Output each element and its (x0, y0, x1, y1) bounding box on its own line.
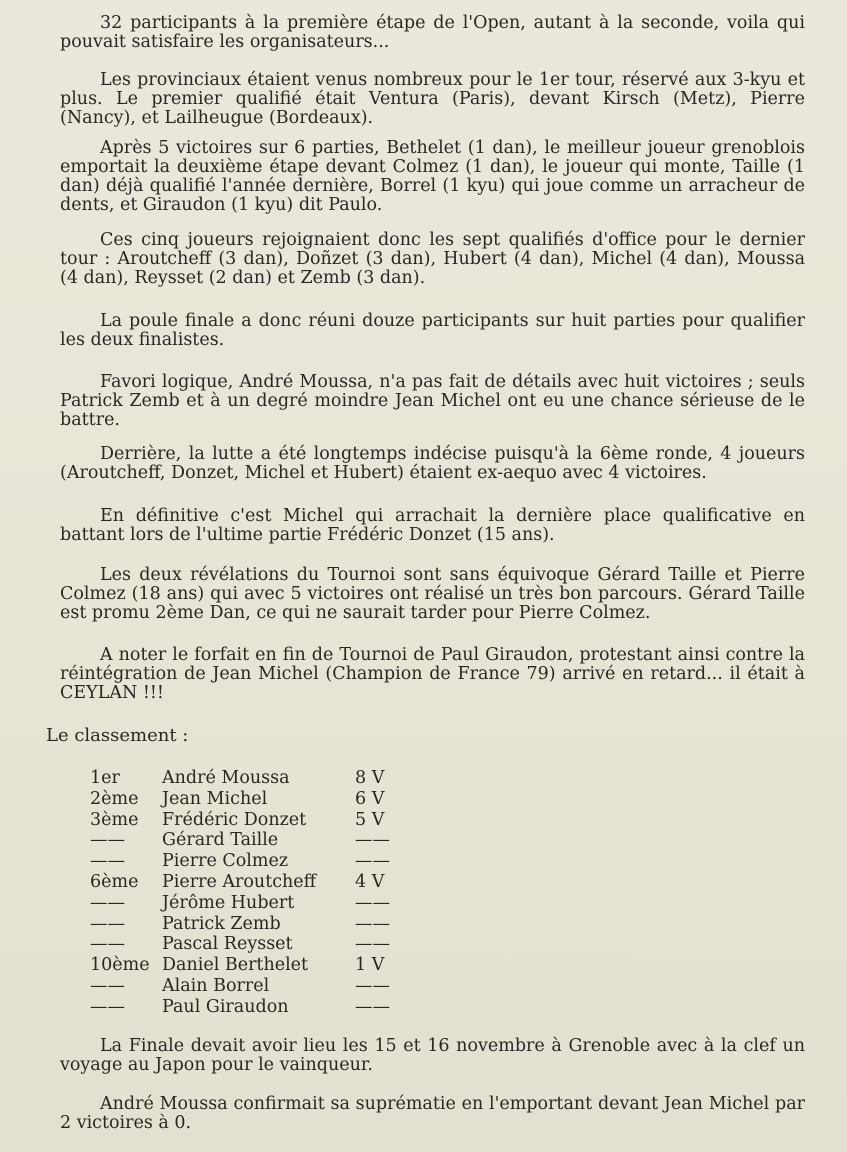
name-cell: Pierre Aroutcheff (162, 871, 317, 892)
classement-row (90, 934, 410, 955)
paragraph-finale: La Finale devait avoir lieu les 15 et 16 novembre à Grenoble avec à la clef un voyage au Japon pour le vainqueur. (60, 1036, 805, 1075)
paragraph-forfeit: A noter le forfait en fin de Tournoi de Paul Giraudon, protestant ainsi contre la réintégration de Jean Michel (Champion de France 79) arrivé en retard... il était à CEYLAN !!! (60, 645, 805, 703)
paragraph-michel: En définitive c'est Michel qui arrachait la dernière place qualificative en battant lors de l'ultime partie Frédéric Donzet (15 ans). (60, 506, 805, 545)
rank-cell: —— (90, 975, 125, 996)
rank-cell: —— (90, 851, 125, 872)
classement-row (90, 976, 410, 997)
classement-row (90, 955, 410, 976)
classement-row (90, 810, 410, 831)
score-cell: 4 V (355, 871, 385, 892)
score-cell: 5 V (355, 809, 385, 830)
rank-cell: —— (90, 913, 125, 934)
classement-row (90, 893, 410, 914)
rank-cell: 3ème (90, 809, 139, 830)
paragraph-intro: 32 participants à la première étape de l'Open, autant à la seconde, voila qui pouvait satisfaire les organisateurs... (60, 13, 805, 52)
name-cell: Daniel Berthelet (162, 955, 309, 976)
paragraph-final-pool: La poule finale a donc réuni douze participants sur huit parties pour qualifier les deux finalistes. (60, 311, 805, 350)
name-cell: Pascal Reysset (162, 934, 293, 955)
rank-cell: 1er (90, 768, 120, 788)
classement-row (90, 851, 410, 872)
score-cell: 8 V (355, 768, 385, 788)
score-cell: —— (355, 934, 390, 955)
score-cell: —— (355, 975, 390, 996)
paragraph-favorite: Favori logique, André Moussa, n'a pas fait de détails avec huit victoires ; seuls Patrick Zemb et à un degré moindre Jean Michel ont eu une chance sérieuse de le battre. (60, 372, 805, 430)
paragraph-first-round: Les provinciaux étaient venus nombreux pour le 1er tour, réservé aux 3-kyu et plus. Le premier qualifié était Ventura (Paris), devant Kirsch (Metz), Pierre (Nancy), et Lailheugue (Bordeaux). (60, 70, 805, 128)
score-cell: —— (355, 851, 390, 872)
classement-row (90, 789, 410, 810)
rank-cell: —— (90, 892, 125, 913)
score-cell: 1 V (355, 955, 385, 976)
paragraph-revelations: Les deux révélations du Tournoi sont sans équivoque Gérard Taille et Pierre Colmez (18 ans) qui avec 5 victoires ont réalisé un très bon parcours. Gérard Taille est promu 2ème Dan, ce qui ne saurait tarder pour Pierre Colmez. (60, 565, 805, 623)
paragraph-result: André Moussa confirmait sa suprématie en l'emportant devant Jean Michel par 2 victoires à 0. (60, 1094, 805, 1133)
paragraph-second-stage: Après 5 victoires sur 6 parties, Bethelet (1 dan), le meilleur joueur grenoblois emportait la deuxième étape devant Colmez (1 dan), le joueur qui monte, Taille (1 dan) déjà qualifié l'année dernière, Borrel (1 kyu) qui joue comme un arracheur de dents, et Giraudon (1 kyu) dit Paulo. (60, 138, 805, 215)
score-cell: —— (355, 830, 390, 851)
name-cell: Frédéric Donzet (162, 809, 307, 830)
name-cell: Alain Borrel (162, 975, 270, 996)
score-cell: —— (355, 996, 390, 1017)
rank-cell: —— (90, 934, 125, 955)
name-cell: Paul Giraudon (162, 996, 289, 1017)
classement-row (90, 830, 410, 851)
name-cell: Gérard Taille (162, 830, 279, 851)
rank-cell: —— (90, 830, 125, 851)
classement-heading: Le classement : (46, 725, 189, 746)
classement-row (90, 872, 410, 893)
name-cell: André Moussa (162, 768, 290, 788)
classement-table (90, 768, 410, 1018)
rank-cell: —— (90, 996, 125, 1017)
score-cell: 6 V (355, 788, 385, 809)
name-cell: Pierre Colmez (162, 851, 289, 872)
rank-cell: 6ème (90, 871, 139, 892)
rank-cell: 2ème (90, 788, 139, 809)
name-cell: Patrick Zemb (162, 913, 281, 934)
rank-cell: 10ème (90, 955, 150, 976)
score-cell: —— (355, 892, 390, 913)
paragraph-qualified: Ces cinq joueurs rejoignaient donc les sept qualifiés d'office pour le dernier tour : Aroutcheff (3 dan), Doñzet (3 dan), Hubert (4 dan), Michel (4 dan), Moussa (4 dan), Reysset (2 dan) et Zemb (3 dan). (60, 230, 805, 288)
classement-row (90, 914, 410, 935)
name-cell: Jérôme Hubert (162, 892, 295, 913)
score-cell: —— (355, 913, 390, 934)
classement-row (90, 768, 410, 789)
name-cell: Jean Michel (162, 788, 268, 809)
paragraph-struggle: Derrière, la lutte a été longtemps indécise puisqu'à la 6ème ronde, 4 joueurs (Aroutcheff, Donzet, Michel et Hubert) étaient ex-aequo avec 4 victoires. (60, 444, 805, 483)
classement-row (90, 997, 410, 1018)
